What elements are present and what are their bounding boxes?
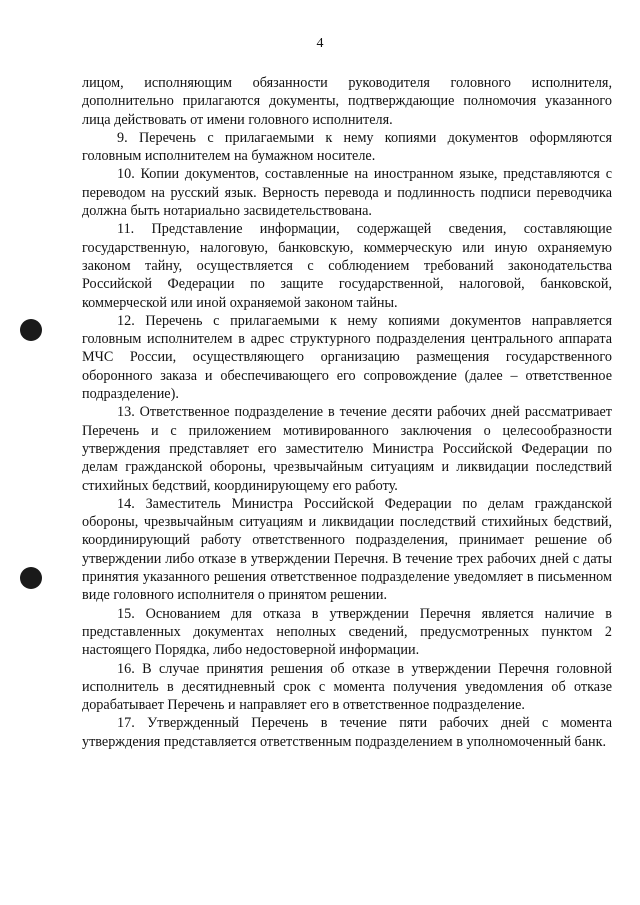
paragraph-continuation: лицом, исполняющим обязанности руководителя головного исполнителя, дополнительно прилагаются документы, подтверждающие полномочия указанного лица действовать от имени головного исполнителя.	[82, 75, 612, 128]
punch-hole-mark	[20, 567, 42, 589]
paragraph-item-15: 15. Основанием для отказа в утверждении Перечня является наличие в представленных документах неполных сведений, предусмотренных пунктом 2 настоящего Порядка, либо недостоверной информации.	[82, 605, 612, 659]
punch-hole-mark	[20, 319, 42, 341]
page-number: 4	[316, 36, 324, 51]
paragraph-item-14: 14. Заместитель Министра Российской Федерации по делам гражданской обороны, чрезвычайным ситуациям и ликвидации последствий стихийных бедствий, координирующий работу ответственного подразделения, принимает решение об утверждении либо отказе в утверждении Перечня. В течение трех рабочих дней с даты принятия указанного решения ответственное подразделение уведомляет в письменном виде головного исполнителя о принятом решении.	[82, 495, 612, 604]
paragraph-item-17: 17. Утвержденный Перечень в течение пяти рабочих дней с момента утверждения представляется ответственным подразделением в уполномоченный банк.	[82, 715, 612, 750]
paragraph-item-11: 11. Представление информации, содержащей сведения, составляющие государственную, налоговую, банковскую, коммерческую или иную охраняемую законом тайну, осуществляется с соблюдением требований законодательства Российской Федерации по защите государственной, налоговой, банковской, коммерческой или иной охраняемой законом тайны.	[82, 221, 612, 311]
paragraph-item-13: 13. Ответственное подразделение в течение десяти рабочих дней рассматривает Перечень и с приложением мотивированного заключения о целесообразности утверждения представляет его заместителю Министра Российской Федерации по делам гражданской обороны, чрезвычайным ситуациям и ликвидации последствий стихийных бедствий, координирующему его работу.	[82, 404, 612, 494]
paragraph-item-16: 16. В случае принятия решения об отказе в утверждении Перечня головной исполнитель в десятидневный срок с момента получения уведомления об отказе дорабатывает Перечень и направляет его в ответственное подразделение.	[82, 660, 612, 714]
paragraph-item-9: 9. Перечень с прилагаемыми к нему копиями документов оформляются головным исполнителем на бумажном носителе.	[82, 129, 612, 165]
paragraph-item-12: 12. Перечень с прилагаемыми к нему копиями документов направляется головным исполнителем в адрес структурного подразделения центрального аппарата МЧС России, осуществляющего организацию размещения государственного оборонного заказа и обеспечивающего его сопровождение (далее – ответственное подразделение).	[82, 312, 612, 403]
document-body	[82, 74, 612, 751]
paragraph-item-10: 10. Копии документов, составленные на иностранном языке, представляются с переводом на русский язык. Верность перевода и подлинность подписи переводчика должна быть нотариально засвидетельствована.	[82, 166, 612, 220]
